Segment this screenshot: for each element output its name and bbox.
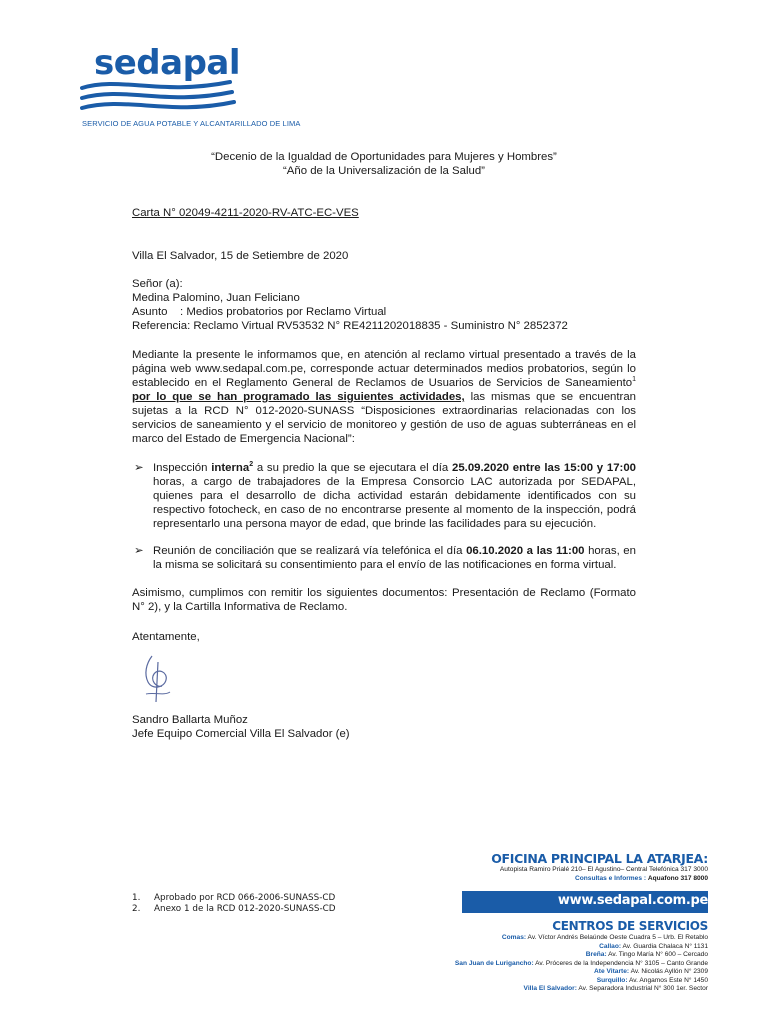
center-address: Av. Nicolás Ayllón N° 2309	[630, 968, 708, 975]
paragraph-intro-bold: por lo que se han programado las siguientes actividades,	[132, 391, 465, 403]
decree-line-2: “Año de la Universalización de la Salud”	[283, 165, 485, 177]
service-center-item	[524, 985, 708, 993]
center-address: Av. Separadora Industrial N° 300 1er. Sector	[578, 985, 708, 992]
footnote-text: Aprobado por RCD 066-2006-SUNASS-CD	[154, 893, 336, 903]
letter-reference-number: Carta N° 02049-4211-2020-RV-ATC-EC-VES	[132, 207, 359, 219]
bullet-inspection-bold-type: interna	[211, 462, 250, 474]
bullet-conciliation-text-a: Reunión de conciliación que se realizará vía telefónica el día	[153, 545, 467, 557]
consultas-value: Aquafono 317 8000	[647, 875, 708, 882]
recipient-name: Medina Palomino, Juan Feliciano	[132, 292, 300, 304]
service-center-item	[455, 960, 708, 968]
website-link[interactable]: www.sedapal.com.pe	[557, 893, 708, 908]
footnotes	[132, 893, 336, 915]
decree-line-1: “Decenio de la Igualdad de Oportunidades para Mujeres y Hombres”	[211, 151, 557, 163]
logo-tagline: SERVICIO DE AGUA POTABLE Y ALCANTARILLADO DE LIMA	[82, 119, 301, 128]
footnote-ref-2: 2	[249, 461, 254, 469]
service-center-item	[597, 977, 708, 985]
center-name: Breña:	[585, 951, 607, 958]
center-name: Comas:	[501, 934, 527, 941]
subject-label: Asunto	[132, 306, 168, 318]
center-name: San Juan de Lurigancho:	[454, 959, 534, 967]
bullet-conciliation-bold-date: 06.10.2020 a las 11:00	[466, 545, 585, 557]
center-address: Av. Angamos Este N° 1450	[629, 976, 708, 984]
bullet-inspection-text-c: horas, a cargo de trabajadores de la Empresa Consorcio LAC autorizada por SEDAPAL, quienes para el desarrollo de dicha actividad estarán debidamente identificados con su respectivo fotocheck, en caso de no encontrarse presente al momento de la inspección, podrá representarlo una persona mayor de edad, que brinde las facilidades para su ejecución.	[153, 476, 636, 530]
bullet-inspection-text-b: a su predio la que se ejecutara el día	[253, 462, 452, 474]
office-title: OFICINA PRINCIPAL LA ATARJEA:	[491, 851, 708, 866]
paragraph-intro-text-b: las mismas que se encuentran sujetas a la RCD N° 012-2020-SUNASS “Disposiciones extraordinarias relacionadas con los servicios de saneamiento y el servicio de monitoreo y gestión de uso de aguas subterráneas en el marco del Estado de Emergencia Nacional”:	[132, 391, 636, 445]
office-consultas	[575, 875, 708, 883]
center-address: Av. Próceres de la Independencia N° 3105 – Canto Grande	[535, 959, 708, 967]
signature-image	[136, 652, 186, 706]
service-centers-title: CENTROS DE SERVICIOS	[552, 919, 708, 933]
footnote-number: 2.	[132, 904, 141, 914]
center-address: Av. Guardia Chalaca N° 1131	[622, 942, 708, 950]
center-address: Av. Tingo María N° 600 – Cercado	[608, 951, 708, 958]
paragraph-intro	[132, 348, 636, 446]
center-address: Av. Víctor Andrés Belaúnde Oeste Cuadra 5 – Urb. El Retablo	[527, 934, 708, 941]
footnote-ref-1: 1	[632, 376, 636, 384]
service-center-item	[586, 951, 708, 959]
arrow-bullet-icon: ➢	[134, 545, 144, 557]
footnote-text: Anexo 1 de la RCD 012-2020-SUNASS-CD	[154, 904, 336, 914]
salutation: Señor (a):	[132, 278, 183, 290]
arrow-bullet-icon: ➢	[134, 462, 144, 474]
place-date: Villa El Salvador, 15 de Setiembre de 2020	[132, 250, 349, 262]
service-center-item	[599, 943, 708, 951]
bullet-conciliation	[153, 544, 636, 572]
signer-title: Jefe Equipo Comercial Villa El Salvador (e)	[132, 728, 350, 740]
center-name: Surquillo:	[596, 976, 628, 984]
consultas-label: Consultas e Informes :	[574, 875, 647, 882]
sedapal-logo-wordmark: sedapal	[94, 43, 241, 83]
footnote-1	[132, 893, 336, 904]
center-name: Ate Vitarte:	[594, 968, 630, 975]
subject-value: : Medios probatorios por Reclamo Virtual	[180, 306, 387, 318]
paragraph-documents: Asimismo, cumplimos con remitir los siguientes documentos: Presentación de Reclamo (Formato N° 2), y la Cartilla Informativa de Reclamo.	[132, 587, 636, 613]
bullet-inspection-bold-date: 25.09.2020 entre las 15:00 y 17:00	[452, 462, 637, 474]
office-address: Autopista Ramiro Prialé 210– El Agustino– Central Telefónica 317 3000	[499, 866, 708, 873]
service-center-item	[594, 968, 708, 976]
closing: Atentamente,	[132, 631, 200, 643]
center-name: Villa El Salvador:	[523, 985, 577, 992]
sedapal-logo-waves-icon	[80, 78, 240, 118]
footnote-2	[132, 904, 336, 915]
paragraph-intro-text-a: Mediante la presente le informamos que, en atención al reclamo virtual presentado a través de la página web www.sedapal.com.pe, corresponde actuar determinados medios probatorios, según lo establecido en el Reglamento General de Reclamos de Usuarios de Servicios de Saneamiento	[132, 349, 636, 389]
reference-line: Referencia: Reclamo Virtual RV53532 N° RE4211202018835 - Suministro N° 2852372	[132, 320, 568, 332]
signer-name: Sandro Ballarta Muñoz	[132, 714, 248, 726]
footnote-number: 1.	[132, 893, 141, 903]
bullet-inspection	[153, 461, 636, 531]
center-name: Callao:	[599, 942, 622, 950]
service-center-item	[502, 934, 708, 942]
bullet-conciliation-text-b: horas, en la misma se solicitará su consentimiento para el envío de las notificaciones en forma virtual.	[153, 545, 636, 571]
bullet-inspection-text-a: Inspección	[153, 462, 212, 474]
